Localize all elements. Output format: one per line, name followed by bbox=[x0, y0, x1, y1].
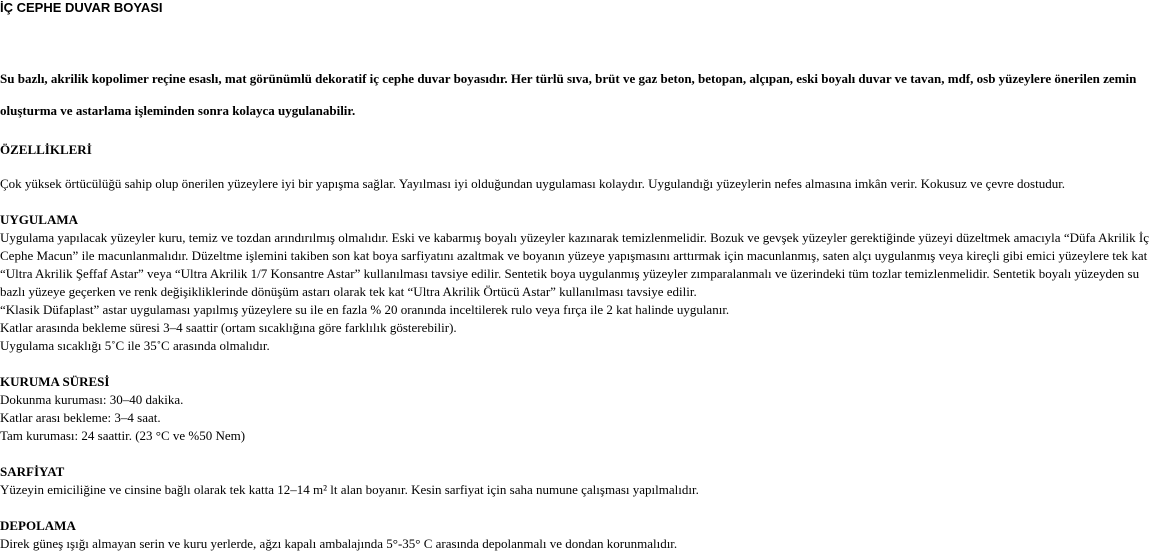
page-title: İÇ CEPHE DUVAR BOYASI bbox=[0, 0, 163, 15]
kuruma-line-3: Tam kuruması: 24 saattir. (23 °C ve %50 Nem) bbox=[0, 428, 246, 443]
uygulama-paragraph-2: “Klasik Düfaplast” astar uygulaması yapılmış yüzeylere su ile en fazla % 20 oranında inceltilerek rulo veya fırça ile 2 kat halinde uygulanır. bbox=[0, 302, 730, 317]
kuruma-line-2: Katlar arası bekleme: 3–4 saat. bbox=[0, 410, 161, 425]
section-heading-depolama: DEPOLAMA bbox=[0, 518, 76, 533]
spacer bbox=[0, 499, 1152, 517]
section-heading-sarfiyat: SARFİYAT bbox=[0, 464, 65, 479]
uygulama-paragraph-1: Uygulama yapılacak yüzeyler kuru, temiz ve tozdan arındırılmış olmalıdır. Eski ve kabarmış boyalı yüzeyler kazınarak temizlenmelidir. Bozuk ve gevşek yüzeyler gerektiğinde yüzeyi düzeltmek amacıyla “Düfa Akrilik İç Cephe Macun” ile macunlanmalıdır. Düzeltme işlemini takiben son kat boya sarfiyatını azaltmak ve boyanın yüzeye yapışmasını arttırmak için macunlanmış, saten alçı uygulanmış veya kireçli gibi emici yüzeylere tek kat “Ultra Akrilik Şeffaf Astar” veya “Ultra Akrilik 1/7 Konsantre Astar” kullanılması tavsiye edilir. Sentetik boya uygulanmış yüzeyler zımparalanmalı ve üzerindeki tüm tozlar temizlenmelidir. Sentetik boyalı yüzeyden su bazlı yüzeye geçerken ve renk değişikliklerinde dönüşüm astarı olarak tek kat “Ultra Akrilik Örtücü Astar” kullanılması tavsiye edilir. bbox=[0, 230, 1150, 299]
section-heading-ozellikleri: ÖZELLİKLERİ bbox=[0, 142, 92, 157]
section-heading-kuruma: KURUMA SÜRESİ bbox=[0, 374, 110, 389]
spacer bbox=[0, 159, 1152, 175]
depolama-text: Direk güneş ışığı almayan serin ve kuru yerlerde, ağzı kapalı ambalajında 5°-35° C arasında depolanmalı ve dondan korunmalıdır. bbox=[0, 536, 678, 551]
ozellikleri-text: Çok yüksek örtücülüğü sahip olup önerilen yüzeylere iyi bir yapışma sağlar. Yayılması iyi olduğundan uygulaması kolaydır. Uygulandığı yüzeylerin nefes almasına imkân verir. Kokusuz ve çevre dostudur. bbox=[0, 176, 1066, 191]
uygulama-paragraph-4: Uygulama sıcaklığı 5˚C ile 35˚C arasında olmalıdır. bbox=[0, 338, 270, 353]
spacer bbox=[0, 445, 1152, 463]
uygulama-paragraph-3: Katlar arasında bekleme süresi 3–4 saattir (ortam sıcaklığına göre farklılık gösterebilir). bbox=[0, 320, 457, 335]
spacer bbox=[0, 355, 1152, 373]
spacer bbox=[0, 193, 1152, 211]
section-heading-uygulama: UYGULAMA bbox=[0, 212, 78, 227]
sarfiyat-text: Yüzeyin emiciliğine ve cinsine bağlı olarak tek katta 12–14 m² lt alan boyanır. Kesin sarfiyat için saha numune çalışması yapılmalıdır. bbox=[0, 482, 699, 497]
kuruma-line-1: Dokunma kuruması: 30–40 dakika. bbox=[0, 392, 184, 407]
content-body bbox=[0, 141, 1152, 552]
intro-paragraph: Su bazlı, akrilik kopolimer reçine esaslı, mat görünümlü dekoratif iç cephe duvar boyasıdır. Her türlü sıva, brüt ve gaz beton, betopan, alçıpan, eski boyalı duvar ve tavan, mdf, osb yüzeylere önerilen zemin oluşturma ve astarlama işleminden sonra kolayca uygulanabilir. bbox=[0, 71, 1137, 118]
